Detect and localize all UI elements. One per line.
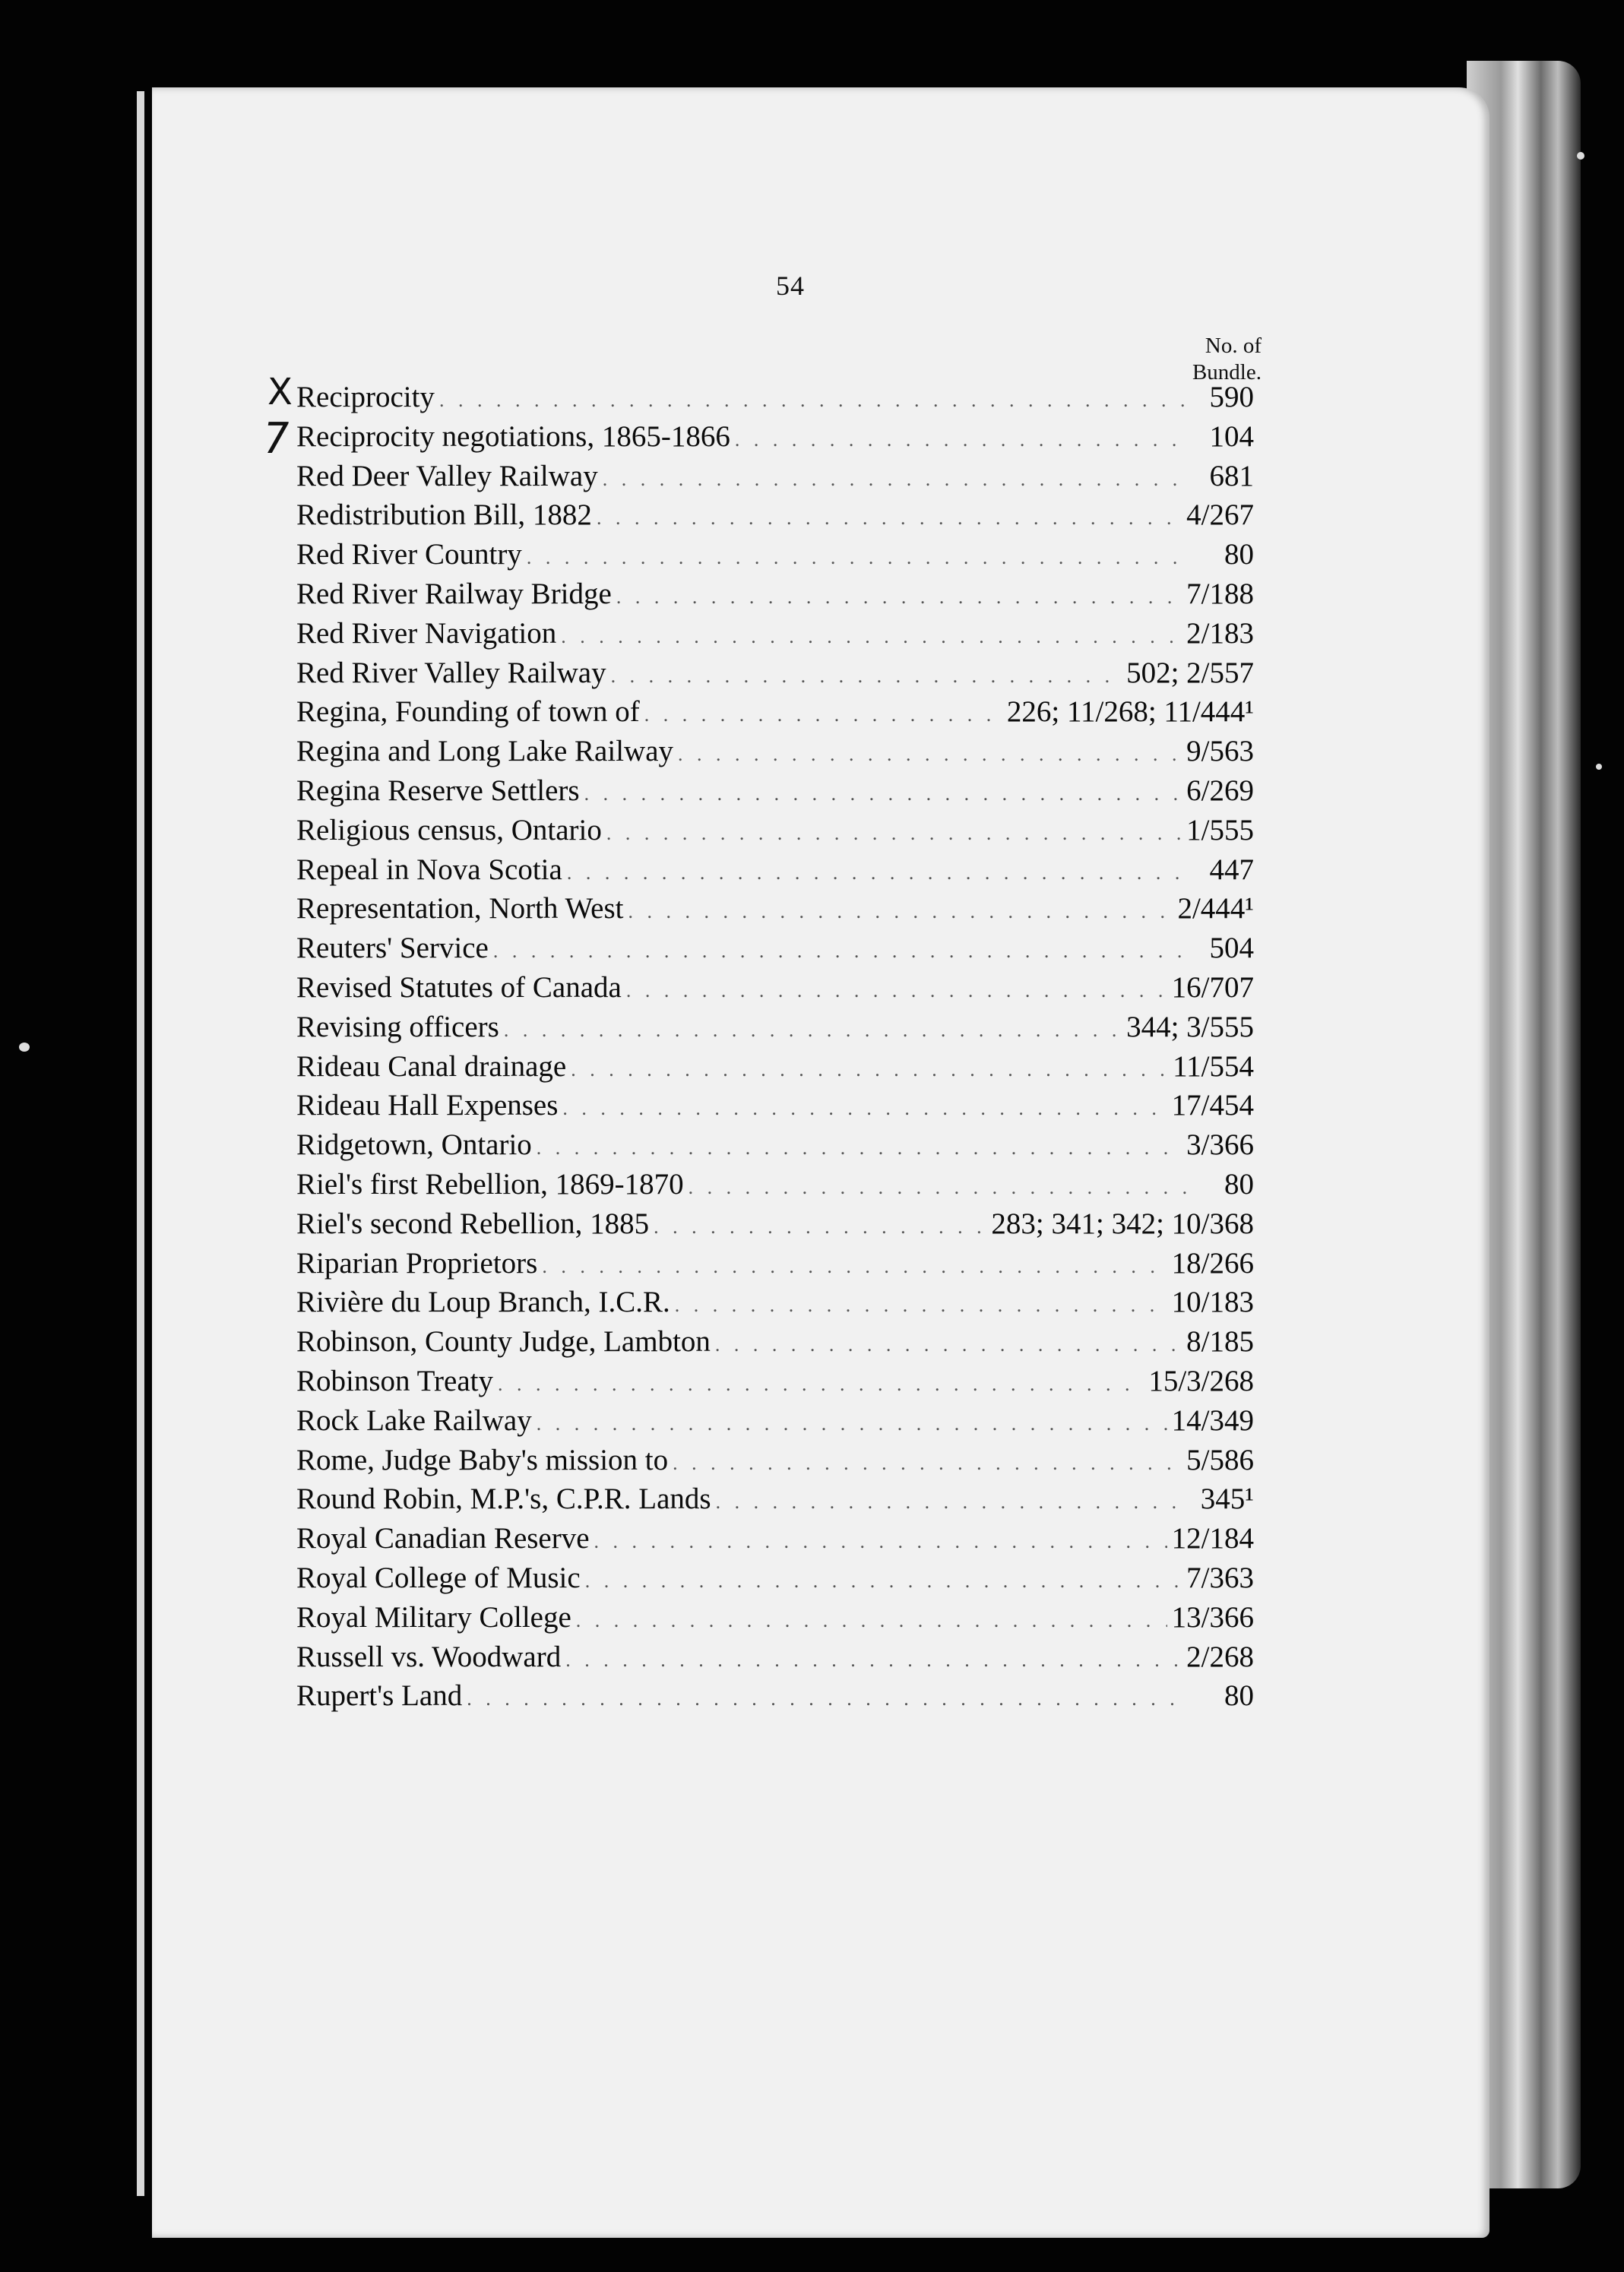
entry-title: Russell vs. Woodward bbox=[296, 1640, 562, 1673]
dot-leader bbox=[611, 665, 1122, 688]
dot-leader bbox=[689, 1176, 1189, 1199]
entry-title: Round Robin, M.P.'s, C.P.R. Lands bbox=[296, 1482, 711, 1516]
entry-bundle-number: 344; 3/555 bbox=[1126, 1010, 1254, 1043]
index-entry bbox=[296, 1088, 1254, 1128]
dot-leader bbox=[542, 1255, 1167, 1278]
entry-title: Reuters' Service bbox=[296, 932, 489, 965]
dot-leader bbox=[603, 468, 1189, 491]
dot-leader bbox=[678, 743, 1182, 766]
entry-title: Riel's second Rebellion, 1885 bbox=[296, 1207, 650, 1240]
column-header-line1: No. of bbox=[1205, 334, 1262, 358]
column-header bbox=[1140, 333, 1262, 386]
entry-bundle-number: 5/586 bbox=[1186, 1443, 1254, 1476]
entry-title: Red River Navigation bbox=[296, 616, 557, 650]
entry-title: Revised Statutes of Canada bbox=[296, 970, 622, 1004]
dot-leader bbox=[504, 1019, 1122, 1042]
index-entry bbox=[296, 1561, 1254, 1600]
entry-bundle-number: 6/269 bbox=[1186, 774, 1254, 807]
dot-leader bbox=[565, 1649, 1182, 1672]
index-entry bbox=[296, 1324, 1254, 1364]
entry-title: Ridgetown, Ontario bbox=[296, 1128, 532, 1162]
entry-bundle-number: 283; 341; 342; 10/368 bbox=[991, 1207, 1254, 1240]
index-entry bbox=[296, 931, 1254, 970]
entry-title: Red River Railway Bridge bbox=[296, 577, 612, 610]
dot-leader bbox=[439, 389, 1189, 412]
entry-title: Riparian Proprietors bbox=[296, 1246, 538, 1280]
entry-title: Robinson Treaty bbox=[296, 1364, 493, 1397]
entry-title: Royal Canadian Reserve bbox=[296, 1522, 590, 1555]
entry-title: Revising officers bbox=[296, 1010, 499, 1043]
index-entry bbox=[296, 853, 1254, 892]
dot-leader bbox=[567, 862, 1189, 884]
index-entry bbox=[296, 1246, 1254, 1286]
entry-title: Redistribution Bill, 1882 bbox=[296, 498, 592, 532]
index-entry bbox=[296, 380, 1254, 419]
index-entry bbox=[296, 1364, 1254, 1403]
entry-title: Rupert's Land bbox=[296, 1679, 463, 1713]
dot-leader bbox=[585, 1570, 1182, 1593]
entry-bundle-number: 104 bbox=[1209, 419, 1254, 453]
index-entry bbox=[296, 1600, 1254, 1640]
dot-leader bbox=[493, 940, 1189, 963]
entry-title: Riel's first Rebellion, 1869-1870 bbox=[296, 1167, 684, 1201]
entry-bundle-number: 3/366 bbox=[1186, 1128, 1254, 1162]
index-entry bbox=[296, 1010, 1254, 1049]
index-entry bbox=[296, 774, 1254, 813]
entry-title: Regina and Long Lake Railway bbox=[296, 735, 674, 768]
entry-bundle-number: 2/268 bbox=[1186, 1640, 1254, 1673]
entry-bundle-number: 18/266 bbox=[1171, 1246, 1254, 1280]
entry-bundle-number: 2/183 bbox=[1186, 616, 1254, 650]
entry-title: Regina, Founding of town of bbox=[296, 695, 640, 729]
entry-title: Red River Country bbox=[296, 538, 522, 571]
entry-title: Rock Lake Railway bbox=[296, 1403, 532, 1437]
dot-leader bbox=[576, 1609, 1167, 1632]
entry-bundle-number: 13/366 bbox=[1171, 1600, 1254, 1634]
entry-bundle-number: 1/555 bbox=[1186, 813, 1254, 846]
entry-bundle-number: 502; 2/557 bbox=[1126, 656, 1254, 689]
index-entry bbox=[296, 1285, 1254, 1324]
entry-title: Royal Military College bbox=[296, 1600, 571, 1634]
entry-bundle-number: 14/349 bbox=[1171, 1403, 1254, 1437]
entry-bundle-number: 16/707 bbox=[1171, 970, 1254, 1004]
entry-bundle-number: 12/184 bbox=[1171, 1522, 1254, 1555]
margin-mark-x: X bbox=[268, 371, 293, 413]
dot-leader bbox=[584, 783, 1182, 805]
dot-leader bbox=[537, 1137, 1182, 1160]
entry-bundle-number: 681 bbox=[1209, 459, 1254, 492]
entry-bundle-number: 80 bbox=[1224, 1167, 1254, 1201]
index-entry bbox=[296, 459, 1254, 498]
entry-bundle-number: 80 bbox=[1224, 538, 1254, 571]
dot-leader bbox=[527, 546, 1189, 569]
entry-title: Regina Reserve Settlers bbox=[296, 774, 580, 807]
page-number: 54 bbox=[776, 271, 805, 301]
index-entry bbox=[296, 1167, 1254, 1207]
dot-leader bbox=[616, 586, 1182, 609]
column-header-line2: Bundle. bbox=[1192, 360, 1262, 384]
dot-leader bbox=[562, 1097, 1167, 1120]
entry-bundle-number: 10/183 bbox=[1171, 1286, 1254, 1319]
entry-bundle-number: 504 bbox=[1209, 932, 1254, 965]
dot-leader bbox=[594, 1530, 1167, 1553]
dot-leader bbox=[597, 507, 1182, 530]
entry-title: Reciprocity negotiations, 1865-1866 bbox=[296, 419, 730, 453]
index-entry bbox=[296, 1443, 1254, 1482]
dot-leader bbox=[675, 1294, 1167, 1317]
entry-bundle-number: 15/3/268 bbox=[1148, 1364, 1254, 1397]
index-entry bbox=[296, 1640, 1254, 1679]
index-entry bbox=[296, 656, 1254, 695]
entry-bundle-number: 9/563 bbox=[1186, 735, 1254, 768]
entry-bundle-number: 590 bbox=[1209, 381, 1254, 413]
entry-bundle-number: 226; 11/268; 11/444¹ bbox=[1006, 695, 1254, 729]
index-entry bbox=[296, 970, 1254, 1010]
index-entry bbox=[296, 498, 1254, 537]
entry-bundle-number: 7/363 bbox=[1186, 1561, 1254, 1594]
index-entry bbox=[296, 577, 1254, 616]
dot-leader bbox=[606, 822, 1182, 845]
index-entry bbox=[296, 734, 1254, 774]
binding-edge bbox=[137, 91, 144, 2196]
index-entry bbox=[296, 813, 1254, 853]
dust-speck bbox=[1596, 764, 1602, 770]
dust-speck bbox=[19, 1043, 30, 1052]
entry-bundle-number: 8/185 bbox=[1186, 1325, 1254, 1359]
entry-title: Representation, North West bbox=[296, 892, 624, 926]
dust-speck bbox=[1577, 152, 1584, 160]
dot-leader bbox=[716, 1491, 1189, 1514]
dot-leader bbox=[673, 1452, 1182, 1475]
entry-title: Repeal in Nova Scotia bbox=[296, 853, 562, 886]
entry-title: Rideau Canal drainage bbox=[296, 1049, 567, 1083]
entry-title: Rideau Hall Expenses bbox=[296, 1089, 559, 1122]
entry-title: Reciprocity bbox=[296, 381, 435, 413]
index-entry bbox=[296, 1482, 1254, 1521]
dot-leader bbox=[571, 1058, 1168, 1081]
index-entry bbox=[296, 695, 1254, 734]
dot-leader bbox=[654, 1216, 986, 1239]
dot-leader bbox=[537, 1413, 1167, 1435]
margin-mark-7: 7 bbox=[258, 414, 294, 464]
entry-title: Red Deer Valley Railway bbox=[296, 459, 598, 492]
dot-leader bbox=[561, 625, 1182, 648]
index-entry bbox=[296, 537, 1254, 577]
dot-leader bbox=[467, 1688, 1189, 1710]
entry-title: Robinson, County Judge, Lambton bbox=[296, 1325, 711, 1359]
dot-leader bbox=[628, 900, 1173, 923]
entry-bundle-number: 447 bbox=[1209, 853, 1254, 886]
dot-leader bbox=[735, 429, 1189, 451]
dot-leader bbox=[498, 1373, 1144, 1396]
entry-bundle-number: 7/188 bbox=[1186, 577, 1254, 610]
index-entry bbox=[296, 891, 1254, 931]
index-entry bbox=[296, 616, 1254, 656]
entry-bundle-number: 2/444¹ bbox=[1177, 892, 1254, 926]
dot-leader bbox=[626, 979, 1167, 1002]
entry-bundle-number: 80 bbox=[1224, 1679, 1254, 1713]
entry-title: Religious census, Ontario bbox=[296, 813, 602, 846]
entry-title: Rivière du Loup Branch, I.C.R. bbox=[296, 1286, 670, 1319]
dot-leader bbox=[715, 1334, 1182, 1356]
entry-bundle-number: 11/554 bbox=[1173, 1049, 1254, 1083]
index-entry-list bbox=[296, 380, 1254, 1718]
entry-bundle-number: 345¹ bbox=[1200, 1482, 1254, 1516]
dot-leader bbox=[644, 704, 1002, 726]
index-entry bbox=[296, 1049, 1254, 1089]
entry-bundle-number: 17/454 bbox=[1171, 1089, 1254, 1122]
entry-bundle-number: 4/267 bbox=[1186, 498, 1254, 532]
entry-title: Red River Valley Railway bbox=[296, 656, 606, 689]
entry-title: Royal College of Music bbox=[296, 1561, 581, 1594]
index-entry bbox=[296, 1207, 1254, 1246]
index-entry bbox=[296, 419, 1254, 459]
index-entry bbox=[296, 1521, 1254, 1561]
index-entry bbox=[296, 1128, 1254, 1167]
index-entry bbox=[296, 1679, 1254, 1718]
entry-title: Rome, Judge Baby's mission to bbox=[296, 1443, 669, 1476]
index-entry bbox=[296, 1403, 1254, 1443]
